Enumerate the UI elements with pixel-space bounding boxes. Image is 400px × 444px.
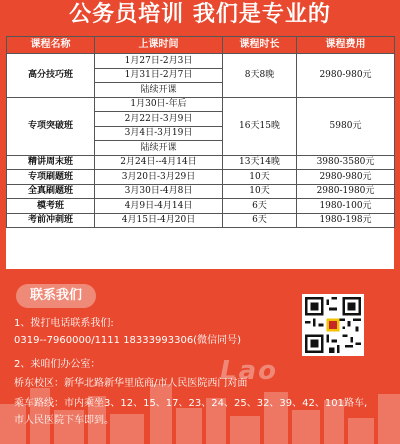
header-class-time: 上课时间 [95,37,223,54]
table-row [7,155,395,170]
duration-cell: 10天 [223,170,297,185]
class-time-cell: 4月9日-4月14日 [95,199,223,214]
table-row [7,199,395,214]
course-name-cell: 高分技巧班 [7,54,95,98]
table-body [7,54,395,228]
class-time-cell: 陆续开课 [95,83,223,98]
table-header-row [7,37,395,54]
class-time-cell: 陆续开课 [95,141,223,156]
table-row [7,170,395,185]
header-course-name: 课程名称 [7,37,95,54]
duration-cell: 13天14晚 [223,155,297,170]
class-time-cell: 3月4日-3月19日 [95,126,223,141]
fee-cell: 5980元 [297,97,395,155]
class-time-cell: 4月15日-4月20日 [95,213,223,228]
duration-cell: 6天 [223,213,297,228]
watermark-logo: Lao [220,356,278,386]
page-headline: 公务员培训 我们是专业的 [69,2,331,27]
table-row [7,184,395,199]
course-name-cell: 精讲周末班 [7,155,95,170]
class-time-cell: 3月30日-4月8日 [95,184,223,199]
fee-cell: 2980-980元 [297,170,395,185]
course-table-wrap [6,36,394,269]
class-time-cell: 1月31日-2月7日 [95,68,223,83]
course-table [6,36,395,228]
header-fee: 课程费用 [297,37,395,54]
fee-cell: 3980-3580元 [297,155,395,170]
contact-office-label: 2、来咱们办公室： [14,359,101,370]
fee-cell: 2980-980元 [297,54,395,98]
class-time-cell: 3月20日-3月29日 [95,170,223,185]
duration-cell: 10天 [223,184,297,199]
class-time-cell: 1月27日-2月3日 [95,54,223,69]
duration-cell: 8天8晚 [223,54,297,98]
course-name-cell: 专项刷题班 [7,170,95,185]
qr-code[interactable] [302,294,364,356]
course-name-cell: 专项突破班 [7,97,95,155]
table-row [7,97,395,112]
fee-cell: 1980-100元 [297,199,395,214]
duration-cell: 6天 [223,199,297,214]
contact-bus-routes: 乘车路线：市内乘坐3、12、15、17、23、24、25、32、39、42、101路车, [14,398,368,409]
fee-cell: 1980-198元 [297,213,395,228]
fee-cell: 2980-1980元 [297,184,395,199]
contact-bus-stop: 市人民医院下车即到。 [14,415,114,426]
table-row [7,54,395,69]
duration-cell: 16天15晚 [223,97,297,155]
course-name-cell: 考前冲刺班 [7,213,95,228]
class-time-cell: 2月24日--4月14日 [95,155,223,170]
class-time-cell: 1月30日-年后 [95,97,223,112]
table-row [7,213,395,228]
course-name-cell: 全真刷题班 [7,184,95,199]
header-duration: 课程时长 [223,37,297,54]
contact-badge: 联系我们 [16,284,96,308]
contact-address: 桥东校区：新华北路新华里底商/市人民医院西门对面 [14,378,248,389]
contact-phone-numbers[interactable]: 0319--7960000/1111 18333993306(微信同号) [14,335,241,346]
class-time-cell: 2月22日-3月9日 [95,112,223,127]
contact-phone-label: 1、拨打电话联系我们: [14,318,114,329]
qr-code-icon [305,297,361,353]
course-name-cell: 模考班 [7,199,95,214]
